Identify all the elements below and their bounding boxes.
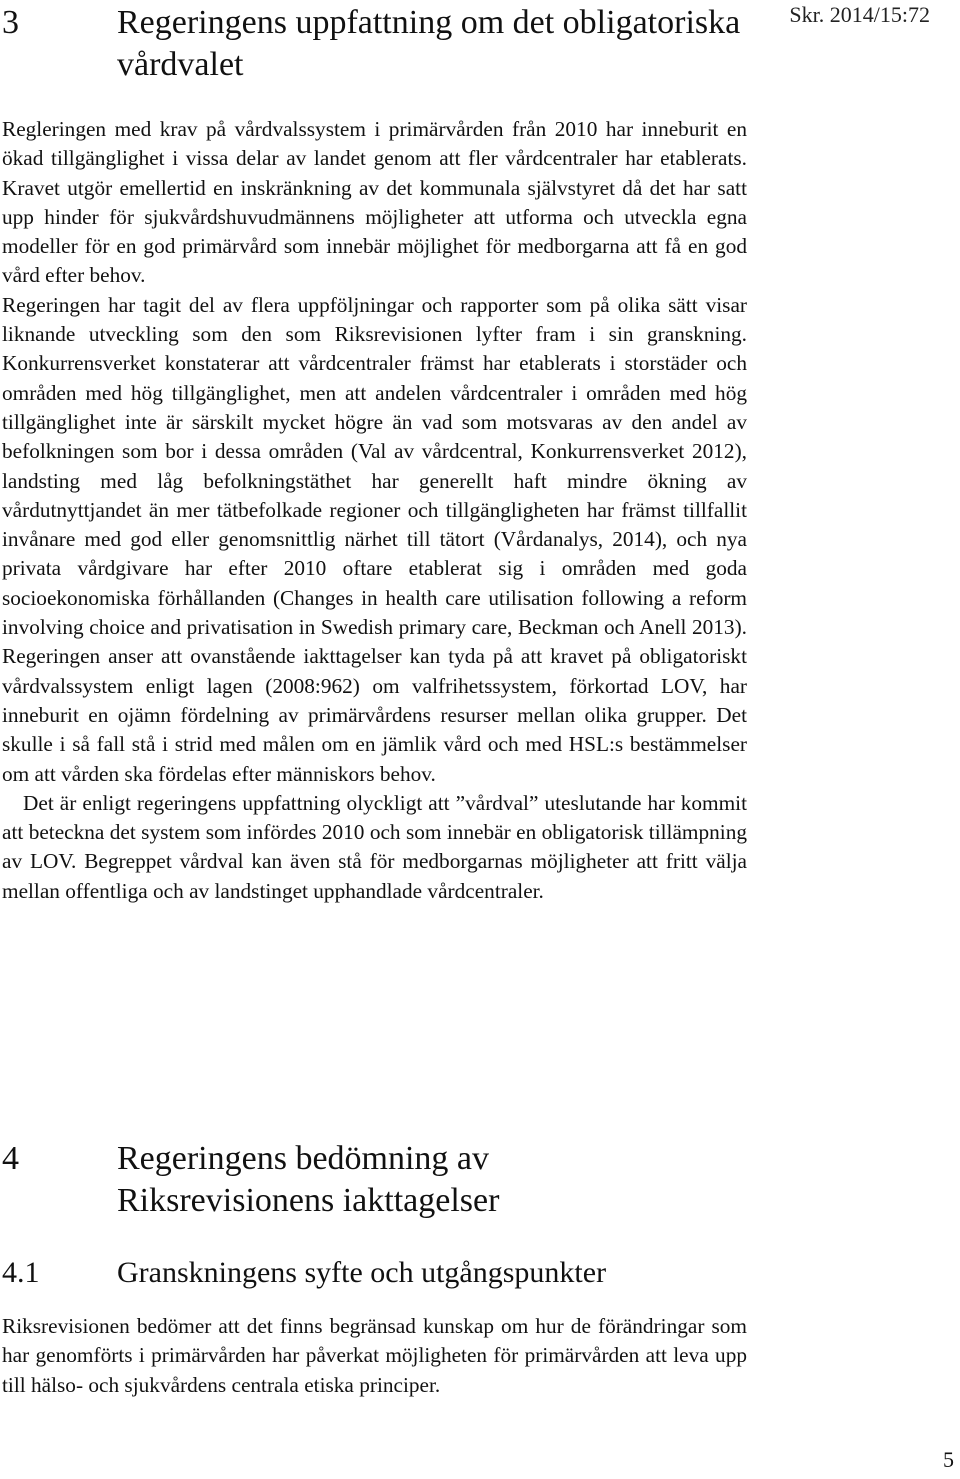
section-3-number: 3	[2, 4, 19, 41]
section-3-heading: Regeringens uppfattning om det obligatoriska vårdvalet	[117, 4, 741, 83]
section-4-heading: Regeringens bedömning av Riksrevisionens iakttagelser	[117, 1140, 500, 1219]
section-3-body	[2, 115, 747, 906]
section-4-1-heading: Granskningens syfte och utgångspunkter	[117, 1256, 607, 1289]
section-4-1-number: 4.1	[2, 1256, 40, 1289]
document-reference: Skr. 2014/15:72	[789, 2, 930, 27]
paragraph: Det är enligt regeringens uppfattning olyckligt att ”vårdval” uteslutande har kommit att beteckna det system som infördes 2010 och som innebär en obligatorisk tillämpning av LOV. Begreppet vårdval kan även stå för medborgarnas möjligheter att fritt välja mellan offentliga och av landstinget upphandlade vårdcentraler.	[2, 790, 747, 903]
section-4-1-body	[2, 1312, 747, 1400]
paragraph: Regleringen med krav på vårdvalssystem i primärvården från 2010 har inneburit en ökad tillgänglighet i vissa delar av landet genom att fler vårdcentraler har etablerats. Kravet utgör emellertid en inskränkning av det kommunala självstyret då det har satt upp hinder för sjukvårdshuvudmännens möjligheter att utforma och utveckla egna modeller för en god primärvård som innebär möjlighet för medborgarna att få en god vård efter behov.	[2, 117, 747, 288]
section-4-number: 4	[2, 1140, 19, 1177]
paragraph: Regeringen har tagit del av flera uppföljningar och rapporter som på olika sätt visar liknande utveckling som den som Riksrevisionen lyfter fram i sin granskning. Konkurrensverket konstaterar att vårdcentraler främst har etablerats i storstäder och områden med hög tillgänglighet, men att andelen vårdcentraler i områden med hög tillgänglighet inte är särskilt mycket högre än vad som motsvaras av den andel av befolkningen som bor i dessa områden (Val av vårdcentral, Konkurrensverket 2012), landsting med låg befolkningstäthet har generellt haft mindre ökning av vårdutnyttjandet än mer tätbefolkade regioner och tillgängligheten har främst tillfallit invånare med god eller genomsnittlig närhet till tätort (Vårdanalys, 2014), och nya privata vårdgivare har efter 2010 oftare etablerat sig i områden med goda socioekonomiska förhållanden (Changes in health care utilisation following a reform involving choice and privatisation in Swedish primary care, Beckman och Anell 2013). Regeringen anser att ovanstående iakttagelser kan tyda på att kravet på obligatoriskt vårdvalssystem enligt lagen (2008:962) om valfrihetssystem, förkortad LOV, har inneburit en ojämn fördelning av primärvårdens resurser mellan olika grupper. Det skulle i så fall stå i strid med målen om en jämlik vård och med HSL:s bestämmelser om att vården ska fördelas efter människors behov.	[2, 292, 747, 786]
paragraph: Riksrevisionen bedömer att det finns begränsad kunskap om hur de förändringar som har genomförts i primärvården har påverkat möjligheten för primärvården att leva upp till hälso- och sjukvårdens centrala etiska principer.	[2, 1314, 747, 1397]
page-number: 5	[943, 1447, 954, 1472]
